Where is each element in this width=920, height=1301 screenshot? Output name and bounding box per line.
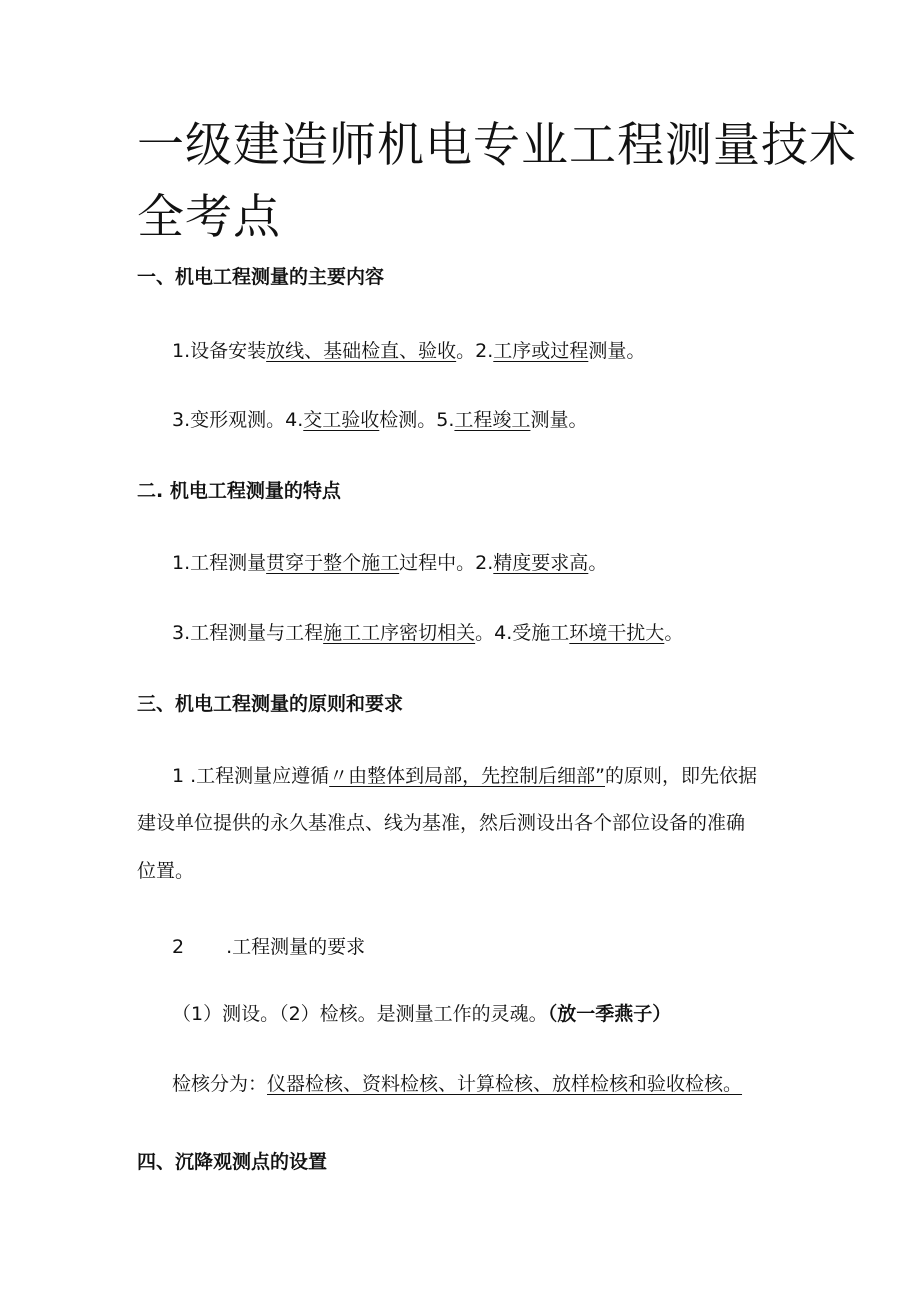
underlined-text: 工程竣工	[454, 409, 531, 431]
section-heading-1: 一、机电工程测量的主要内容	[137, 266, 385, 288]
section3-paragraph-1-line1	[172, 767, 757, 786]
underlined-text: 环境干扰大	[569, 622, 665, 644]
text-run: 3.工程测量与工程	[172, 622, 324, 644]
document-title-line1: 一级建造师机电专业工程测量技术	[137, 118, 857, 173]
section3-paragraph-3	[172, 1005, 671, 1024]
section1-paragraph-1	[172, 342, 645, 361]
section3-paragraph-1-line3: 位置。	[137, 860, 195, 882]
underlined-text: 交工验收	[303, 409, 380, 431]
underlined-text: 〃由整体到局部，先控制后细部”	[329, 765, 606, 787]
text-run: 。	[664, 622, 684, 644]
bold-text: （放一季燕子）	[547, 1003, 672, 1025]
text-run: 1 .工程测量应遵循	[172, 765, 330, 787]
underlined-text: 贯穿于整个施工	[266, 552, 400, 574]
section1-paragraph-2	[172, 411, 587, 430]
text-run: 1.设备安装	[172, 340, 267, 362]
section-heading-2: 二. 机电工程测量的特点	[137, 480, 341, 502]
section3-paragraph-2	[172, 938, 365, 957]
text-run: 的原则，即先依据	[605, 765, 758, 787]
text-run: 检测。5.	[379, 409, 455, 431]
text-run: 过程中。2.	[399, 552, 494, 574]
document-title-line2: 全考点	[137, 190, 281, 245]
section2-paragraph-2	[172, 624, 683, 643]
underlined-text: 仪器检核、资料检核、计算检核、放样检核和验收检核。	[267, 1073, 743, 1095]
text-run: 3.变形观测。4.	[172, 409, 304, 431]
section-heading-4: 四、沉降观测点的设置	[137, 1151, 328, 1173]
text-run: 。4.受施工	[475, 622, 570, 644]
text-run: 检核分为：	[172, 1073, 268, 1095]
text-run: 测量。	[530, 409, 588, 431]
text-run: 测量。	[588, 340, 646, 362]
underlined-text: 施工工序密切相关	[323, 622, 476, 644]
text-run: 。	[588, 552, 608, 574]
list-number: 2	[172, 936, 185, 958]
text-run: 。2.	[456, 340, 494, 362]
text-run: 1.工程测量	[172, 552, 267, 574]
section3-paragraph-4	[172, 1075, 742, 1094]
text-run: .工程测量的要求	[226, 936, 366, 958]
section2-paragraph-1	[172, 554, 607, 573]
underlined-text: 放线、基础检直、验收	[266, 340, 457, 362]
underlined-text: 工序或过程	[493, 340, 589, 362]
section-heading-3: 三、机电工程测量的原则和要求	[137, 693, 404, 715]
text-run: （1）测设。（2）检核。是测量工作的灵魂。	[172, 1003, 548, 1025]
underlined-text: 精度要求高	[493, 552, 589, 574]
section3-paragraph-1-line2: 建设单位提供的永久基准点、线为基准，然后测设出各个部位设备的准确	[137, 812, 746, 834]
